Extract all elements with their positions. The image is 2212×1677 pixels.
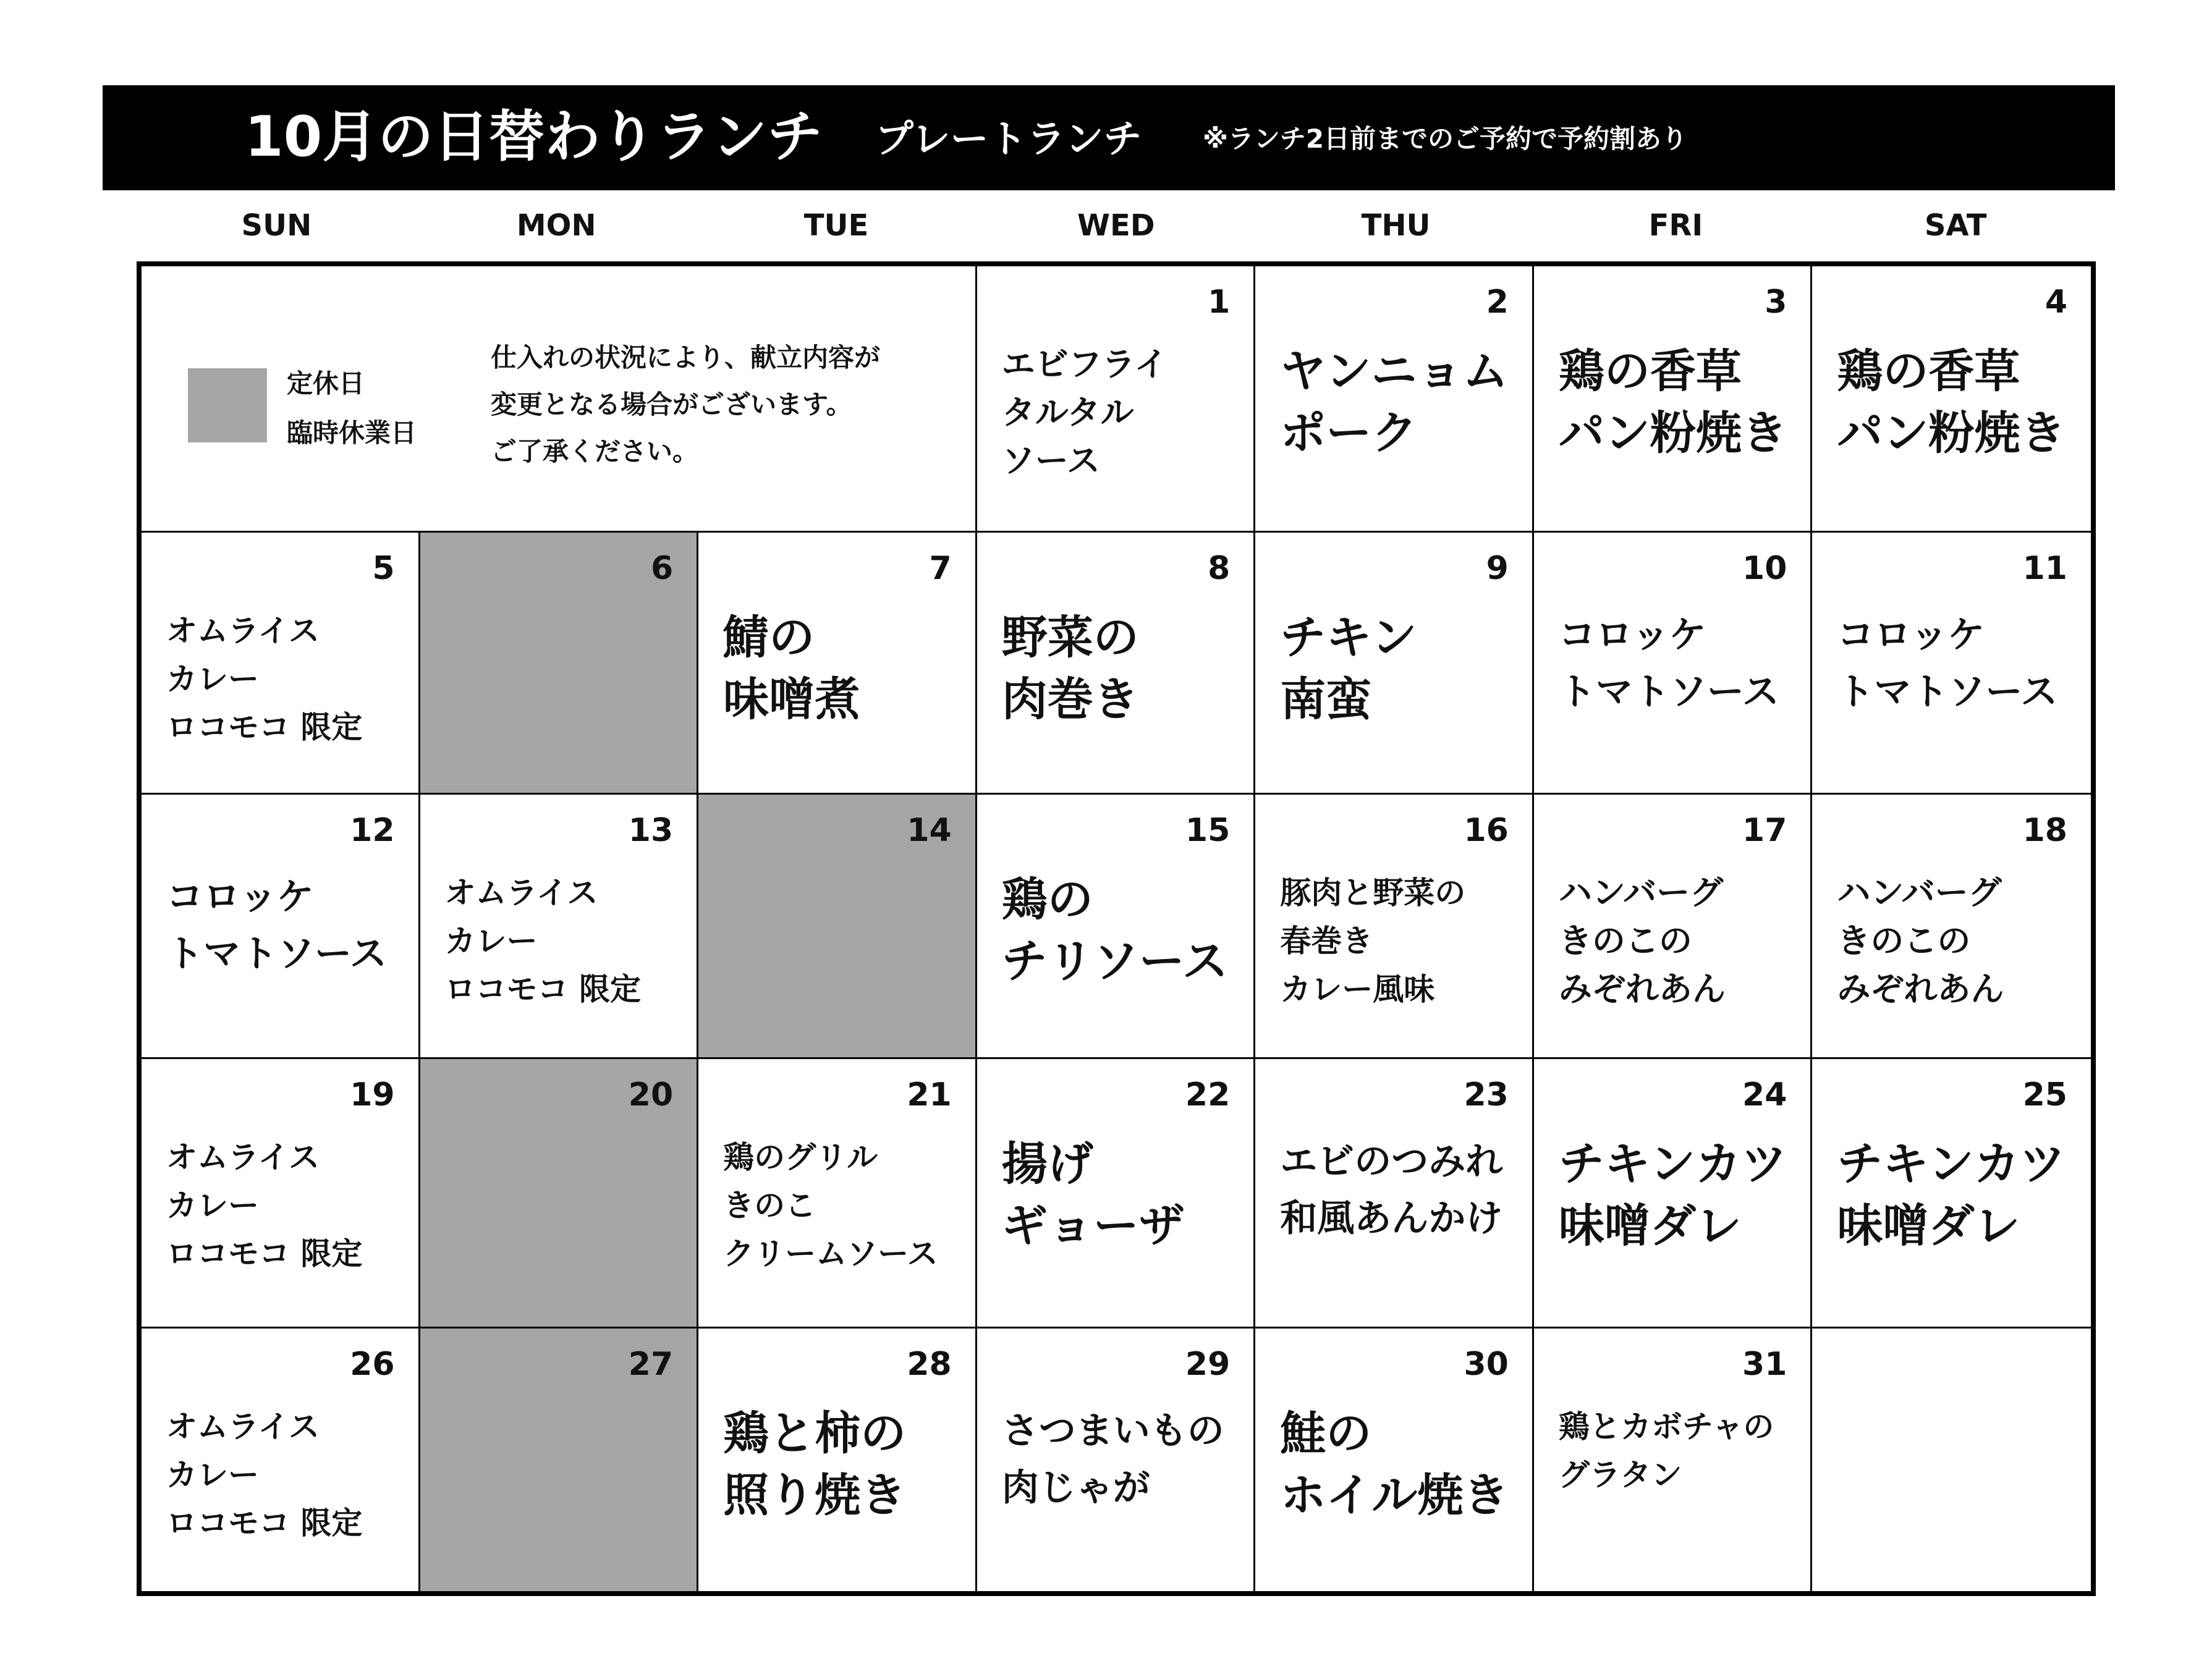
menu-change-note [491, 334, 880, 475]
menu-line: 味噌煮 [723, 673, 861, 726]
menu-change-note-line: ご了承ください。 [491, 436, 699, 467]
day-number: 25 [2022, 1076, 2067, 1113]
day-number: 2 [1486, 284, 1509, 321]
day-cell-7 [698, 533, 977, 795]
menu-line: カレー風味 [1280, 971, 1435, 1007]
menu-line: クリームソース [723, 1236, 938, 1272]
day-number: 13 [628, 812, 674, 849]
weekday-fri: FRI [1648, 208, 1703, 243]
menu-line: 春巻き [1280, 923, 1373, 959]
day-cell-16 [1255, 795, 1534, 1059]
menu-line: 鯖の [723, 611, 815, 664]
day-cell-2 [1255, 266, 1534, 533]
menu-line: ホイル焼き [1280, 1469, 1509, 1522]
day-cell-18 [1812, 795, 2091, 1059]
day-number: 20 [628, 1076, 674, 1113]
reservation-note: ※ランチ2日前までのご予約で予約割あり [1203, 124, 1688, 154]
menu-line: タルタル [1001, 393, 1134, 432]
menu-line: オムライス [166, 1139, 320, 1175]
day-cell-20 [420, 1059, 699, 1329]
weekday-tue: TUE [803, 208, 869, 243]
day-number: 6 [650, 550, 674, 587]
menu-line: ソース [1001, 441, 1101, 480]
day-cell-28 [698, 1329, 977, 1591]
day-number: 5 [372, 550, 395, 587]
menu-item [166, 1133, 362, 1278]
menu-line: 鶏の香草 [1837, 345, 2020, 398]
closed-day-swatch [188, 368, 267, 442]
menu-line: チリソース [1001, 935, 1229, 988]
menu-line: 味噌ダレ [1558, 1199, 1742, 1252]
menu-item [1002, 1133, 1185, 1257]
menu-line: 和風あんかけ [1280, 1197, 1503, 1240]
menu-item [1837, 869, 2004, 1013]
day-number: 17 [1742, 812, 1787, 849]
menu-item [1837, 607, 2057, 720]
menu-item [1559, 607, 1779, 720]
day-number: 4 [2045, 284, 2067, 321]
menu-line: きのこ [723, 1188, 816, 1223]
weekday-sun: SUN [241, 208, 312, 243]
day-number: 26 [350, 1346, 395, 1383]
menu-item [1280, 340, 1508, 464]
day-number: 31 [1742, 1346, 1787, 1383]
menu-line: チキンカツ [1558, 1138, 1787, 1191]
day-number: 10 [1742, 550, 1787, 587]
day-cell-25 [1812, 1059, 2091, 1329]
menu-item [1002, 1403, 1224, 1516]
menu-item [166, 607, 362, 751]
menu-line: パン粉焼き [1837, 407, 2066, 460]
day-cell-8 [977, 533, 1256, 795]
menu-item [1002, 340, 1167, 485]
day-number: 7 [929, 550, 952, 587]
day-cell-31 [1534, 1329, 1813, 1591]
menu-line: オムライス [166, 613, 320, 649]
menu-line: きのこの [1837, 921, 1971, 960]
menu-line: トマトソース [1837, 670, 2058, 714]
day-number: 29 [1185, 1346, 1231, 1383]
day-number: 22 [1185, 1076, 1231, 1113]
day-number: 16 [1464, 812, 1509, 849]
day-cell-26 [142, 1329, 420, 1591]
menu-line: 照り焼き [723, 1469, 907, 1522]
calendar-grid [137, 261, 2096, 1596]
weekday-header-row [137, 192, 2096, 260]
menu-item [1280, 1133, 1502, 1247]
day-number: 30 [1464, 1346, 1509, 1383]
page-subtitle: プレートランチ [875, 116, 1142, 161]
legend-label-temporary-closure: 臨時休業日 [287, 418, 417, 448]
day-number: 18 [2022, 812, 2067, 849]
menu-line: オムライス [444, 875, 598, 911]
day-cell-5 [142, 533, 420, 795]
empty-day-cell [1812, 1329, 2091, 1591]
day-number: 14 [907, 812, 952, 849]
menu-line: コロッケ [1837, 614, 1985, 657]
day-cell-21 [698, 1059, 977, 1329]
day-number: 11 [2022, 550, 2067, 587]
day-number: 9 [1486, 550, 1509, 587]
menu-line: ロコモコ 限定 [166, 1236, 363, 1272]
menu-line: 鶏の香草 [1558, 345, 1742, 398]
day-cell-22 [977, 1059, 1256, 1329]
day-cell-15 [977, 795, 1256, 1059]
menu-line: 豚肉と野菜の [1280, 875, 1466, 911]
weekday-mon: MON [516, 208, 596, 243]
legend-labels [287, 359, 417, 458]
menu-item [166, 869, 387, 982]
day-number: 15 [1185, 812, 1231, 849]
day-number: 3 [1765, 284, 1787, 321]
menu-line: トマトソース [1558, 670, 1779, 714]
day-cell-23 [1255, 1059, 1534, 1329]
menu-line: ヤンニョム [1280, 345, 1509, 398]
day-number: 8 [1208, 550, 1231, 587]
menu-line: ハンバーグ [1837, 873, 2002, 912]
menu-line: みぞれあん [1837, 969, 2004, 1008]
menu-line: さつまいもの [1001, 1409, 1224, 1453]
menu-line: 鶏の [1001, 873, 1093, 926]
page-header [103, 85, 2115, 190]
menu-line: 肉巻き [1001, 673, 1139, 726]
menu-line: ロコモコ 限定 [166, 1505, 363, 1541]
menu-item [1837, 340, 2066, 464]
menu-item [1280, 869, 1465, 1013]
weekday-wed: WED [1077, 208, 1155, 243]
menu-line: カレー [444, 923, 538, 959]
menu-line: 南蛮 [1280, 673, 1372, 726]
weekday-thu: THU [1361, 208, 1431, 243]
menu-item [1002, 607, 1139, 730]
day-number: 12 [350, 812, 395, 849]
menu-item [445, 869, 641, 1013]
day-cell-13 [420, 795, 699, 1059]
menu-item [723, 607, 860, 730]
menu-line: 揚げ [1001, 1138, 1093, 1191]
day-number: 27 [628, 1346, 674, 1383]
menu-line: ロコモコ 限定 [444, 971, 641, 1007]
menu-item [1559, 1133, 1787, 1257]
day-number: 21 [907, 1076, 952, 1113]
menu-line: エビフライ [1001, 345, 1168, 384]
menu-item [1559, 1403, 1774, 1499]
menu-item [1280, 607, 1417, 730]
page-title: 10月の日替わりランチ [245, 104, 823, 169]
menu-line: 肉じゃが [1001, 1466, 1150, 1510]
menu-line: きのこの [1558, 921, 1692, 960]
day-cell-3 [1534, 266, 1813, 533]
menu-item [723, 1133, 938, 1278]
day-cell-4 [1812, 266, 2091, 533]
menu-line: エビのつみれ [1280, 1140, 1503, 1183]
menu-change-note-line: 変更となる場合がございます。 [491, 389, 852, 420]
legend-label-regular-holiday: 定休日 [287, 368, 365, 399]
menu-line: コロッケ [166, 876, 314, 919]
legend-panel [142, 266, 977, 533]
menu-line: パン粉焼き [1558, 407, 1787, 460]
day-cell-19 [142, 1059, 420, 1329]
menu-line: トマトソース [166, 932, 387, 976]
menu-item [1002, 869, 1228, 992]
menu-line: 鶏と柿の [723, 1407, 907, 1460]
menu-item [1559, 869, 1726, 1013]
menu-line: カレー [166, 1188, 259, 1223]
day-cell-24 [1534, 1059, 1813, 1329]
day-number: 1 [1208, 284, 1231, 321]
day-cell-29 [977, 1329, 1256, 1591]
menu-line: 鶏のグリル [723, 1139, 878, 1175]
menu-line: カレー [166, 661, 259, 697]
menu-line: ポーク [1280, 407, 1418, 460]
weekday-sat: SAT [1924, 208, 1987, 243]
menu-item [723, 1403, 906, 1526]
day-cell-12 [142, 795, 420, 1059]
menu-line: 鶏とカボチャの [1558, 1409, 1774, 1445]
menu-line: ギョーザ [1001, 1199, 1185, 1252]
day-cell-17 [1534, 795, 1813, 1059]
menu-line: コロッケ [1558, 614, 1706, 657]
day-cell-9 [1255, 533, 1534, 795]
day-cell-1 [977, 266, 1256, 533]
menu-line: ロコモコ 限定 [166, 709, 363, 745]
menu-line: みぞれあん [1558, 969, 1726, 1008]
menu-line: チキン [1280, 611, 1417, 664]
menu-line: チキンカツ [1837, 1138, 2066, 1191]
menu-line: グラタン [1558, 1457, 1682, 1493]
menu-item [166, 1403, 362, 1547]
day-cell-30 [1255, 1329, 1534, 1591]
menu-item [1280, 1403, 1509, 1526]
day-number: 23 [1464, 1076, 1509, 1113]
menu-line: 野菜の [1001, 611, 1139, 664]
day-number: 24 [1742, 1076, 1787, 1113]
menu-item [1837, 1133, 2065, 1257]
menu-line: 味噌ダレ [1837, 1199, 2020, 1252]
menu-line: オムライス [166, 1409, 320, 1445]
menu-item [1559, 340, 1787, 464]
day-cell-14 [698, 795, 977, 1059]
day-cell-6 [420, 533, 699, 795]
day-cell-11 [1812, 533, 2091, 795]
menu-line: カレー [166, 1457, 259, 1493]
day-cell-10 [1534, 533, 1813, 795]
menu-line: 鮭の [1280, 1407, 1372, 1460]
day-number: 28 [907, 1346, 952, 1383]
menu-change-note-line: 仕入れの状況により、献立内容が [491, 342, 881, 373]
day-cell-27 [420, 1329, 699, 1591]
menu-line: ハンバーグ [1558, 873, 1724, 912]
day-number: 19 [350, 1076, 395, 1113]
